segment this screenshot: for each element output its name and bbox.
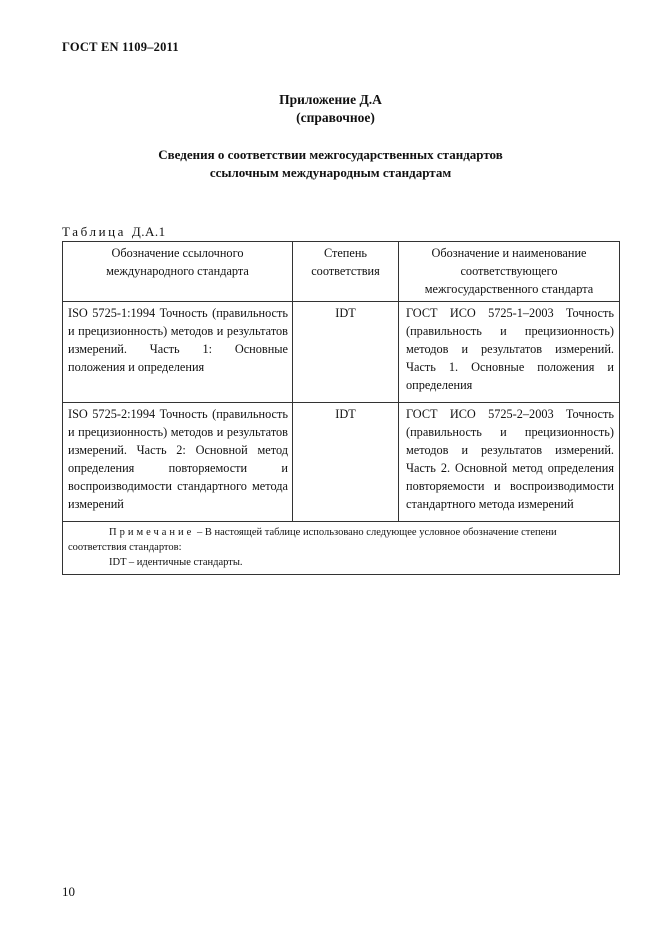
- table-note-row: [63, 522, 620, 575]
- reference-standard-cell: ISO 5725-2:1994 Точность (правильность и прецизионность) методов и результатов измерений. Часть 2: Основной метод определения повторяемости и воспроизводимости стандартного метода измерений: [63, 403, 293, 522]
- annex-heading-line2: ссылочным международным стандартам: [209, 165, 452, 180]
- note-text: [68, 525, 615, 555]
- note-body: – В настоящей таблице использовано следующее условное обозначение степени соответствия стандартов:: [68, 527, 557, 553]
- reference-standard-cell: ISO 5725-1:1994 Точность (правильность и прецизионность) методов и результатов измерений. Часть 1: Основные положения и определения: [63, 302, 293, 403]
- annex-heading-line1: Сведения о соответствии межгосударственных стандартов: [158, 147, 503, 162]
- page-number: 10: [62, 884, 75, 899]
- header-reference-standard: Обозначение ссылочного международного стандарта: [63, 242, 293, 302]
- degree-cell: IDT: [293, 403, 399, 522]
- national-standard-cell: ГОСТ ИСО 5725-1–2003 Точность (правильность и прецизионность) методов и результатов измерений. Часть 1. Основные положения и определения: [399, 302, 620, 403]
- table-header-row: [63, 242, 620, 302]
- annex-heading: [0, 146, 661, 182]
- annex-subtitle: (справочное): [296, 110, 375, 125]
- header-degree: Степень соответствия: [293, 242, 399, 302]
- table-row: [63, 403, 620, 522]
- header-national-standard: Обозначение и наименование соответствующего межгосударственного стандарта: [399, 242, 620, 302]
- table-note: [63, 522, 620, 575]
- annex-title: Приложение Д.А: [279, 92, 382, 107]
- national-standard-cell: ГОСТ ИСО 5725-2–2003 Точность (правильность и прецизионность) методов и результатов измерений. Часть 2. Основной метод определения повторяемости и воспроизводимости стандартного метода измерений: [399, 403, 620, 522]
- table-label: [62, 224, 166, 240]
- degree-cell: IDT: [293, 302, 399, 403]
- standards-correspondence-table: [62, 241, 620, 575]
- annex-title-block: [0, 91, 661, 127]
- document-code: ГОСТ EN 1109–2011: [62, 40, 179, 54]
- table-label-word: Таблица: [62, 224, 127, 239]
- table-row: [63, 302, 620, 403]
- table-label-number: Д.А.1: [131, 224, 166, 239]
- note-idt-definition: IDT – идентичные стандарты.: [109, 557, 243, 568]
- note-label: Примечание: [109, 527, 195, 538]
